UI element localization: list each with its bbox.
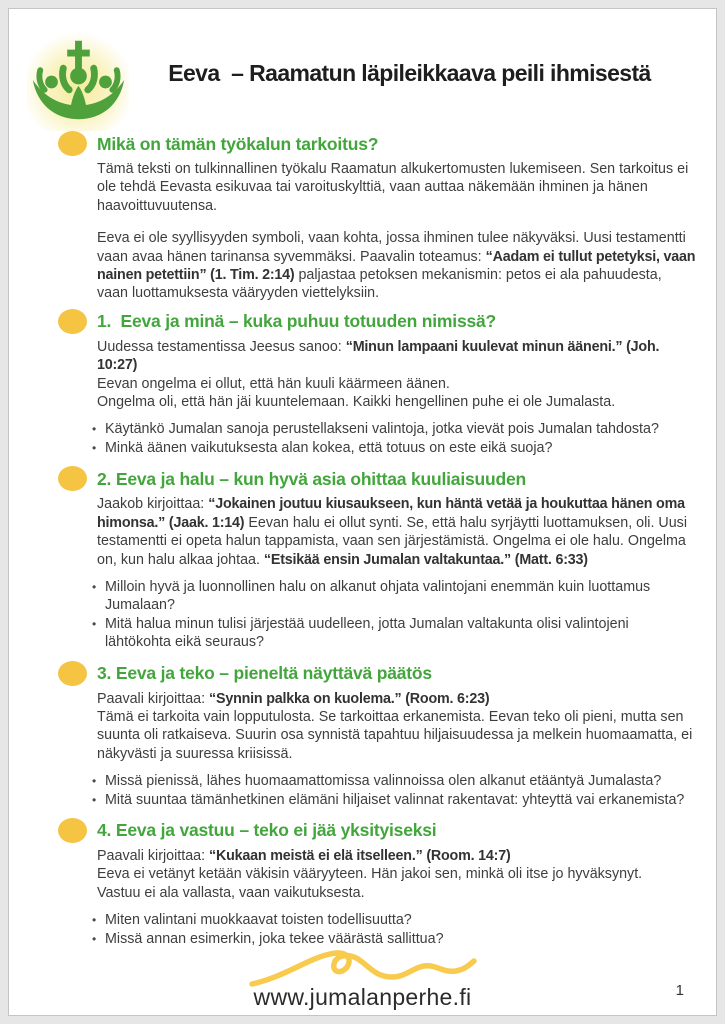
scripture-quote: “Kukaan meistä ei elä itselleen.” (Room. 14:7) — [209, 847, 511, 864]
question-item: • Käytänkö Jumalan sanoja perustellakseni valintoja, jotka vievät pois Jumalan tahdosta? — [92, 420, 687, 438]
reflection-questions — [92, 911, 687, 948]
paragraph — [97, 495, 696, 569]
section-heading-row — [58, 309, 696, 334]
question-item: • Mitä halua minun tulisi järjestää uudelleen, jotta Jumalan valtakunta olisi valintojeni lähtökohta eikä seuraus? — [92, 615, 687, 652]
scripture-quote: “Aadam ei tullut petetyksi, vaan nainen petettiin” (1. Tim. 2:14) — [97, 248, 696, 284]
page-title: Eeva – Raamatun läpileikkaava peili ihmisestä — [168, 60, 651, 86]
body-text: paljastaa petoksen mekanismin: petos ei ala pahuudesta, vaan luottamuksesta vääryyden viettelyksiin. — [97, 267, 662, 302]
page-number: 1 — [675, 982, 684, 999]
paragraph — [97, 690, 696, 764]
document-page — [8, 8, 717, 1016]
sections-container — [9, 131, 716, 948]
scripture-quote: “Minun lampaani kuulevat minun ääneni.” (Joh. 10:27) — [97, 338, 660, 374]
body-text: Eeva ei ole syyllisyyden symboli, vaan kohta, jossa ihminen tulee näkyväksi. Uusi testamentti vaan avaa hänen tarinansa syvemmäksi. Paavalin toteamus: — [97, 230, 686, 265]
scripture-quote: “Etsikää ensin Jumalan valtakuntaa.” (Matt. 6:33) — [263, 551, 588, 568]
body-text: Eeva ei vetänyt ketään väkisin vääryyteen. Hän jakoi sen, minkä oli itse jo hyväksynyt. — [97, 866, 643, 883]
yellow-circle-icon — [58, 661, 87, 686]
paragraph — [97, 338, 696, 412]
body-text: Ongelma oli, että hän jäi kuuntelemaan. Kaikki hengellinen puhe ei ole Jumalasta. — [97, 394, 616, 411]
section-heading-row — [58, 818, 696, 843]
header — [9, 9, 716, 87]
body-text: Eevan halu ei ollut synti. Se, että halu syrjäytti luottamuksen, oli. Uusi testamentti ei opeta halun tappamista, vaan sen järjestämistä. Ongelma ei ole halu. Ongelma on, kun halu alkaa johtaa. — [97, 514, 688, 568]
scripture-quote: “Jokainen joutuu kiusaukseen, kun häntä vetää ja houkuttaa hänen oma himonsa.” (Jaak. 1:14) — [97, 496, 685, 531]
scripture-quote: “Synnin palkka on kuolema.” (Room. 6:23) — [209, 690, 490, 707]
section-heading-row — [58, 131, 696, 156]
section-title: 4. Eeva ja vastuu – teko ei jää yksityiseksi — [97, 820, 437, 841]
yellow-circle-icon — [58, 309, 87, 334]
section-heading-row — [58, 661, 696, 686]
footer — [9, 946, 716, 1011]
question-item: • Missä pienissä, lähes huomaamattomissa valinnoissa olen alkanut etääntyä Jumalasta? — [92, 772, 687, 790]
question-item: • Milloin hyvä ja luonnollinen halu on alkanut ohjata valintojani enemmän kuin luottamus Jumalaan? — [92, 578, 687, 615]
reflection-questions — [92, 420, 687, 457]
yellow-circle-icon — [58, 818, 87, 843]
question-item: • Minkä äänen vaikutuksesta alan kokea, että totuus on este eikä suoja? — [92, 439, 687, 457]
section-title: 1. Eeva ja minä – kuka puhuu totuuden nimissä? — [97, 311, 497, 332]
reflection-questions — [92, 772, 687, 809]
section-3 — [58, 661, 696, 809]
family-under-cross-logo — [27, 29, 129, 131]
section-title: 3. Eeva ja teko – pieneltä näyttävä päätös — [97, 663, 432, 684]
body-text: Paavali kirjoittaa: — [97, 847, 210, 864]
question-item: • Mitä suuntaa tämänhetkinen elämäni hiljaiset valinnat rakentavat: yhteyttä vai erkanemista? — [92, 791, 687, 809]
section-2 — [58, 466, 696, 651]
yellow-circle-icon — [58, 131, 87, 156]
section-title: 2. Eeva ja halu – kun hyvä asia ohittaa kuuliaisuuden — [97, 468, 527, 489]
paragraph — [97, 229, 696, 303]
reflection-questions — [92, 578, 687, 652]
yellow-circle-icon — [58, 466, 87, 491]
body-text: Eevan ongelma ei ollut, että hän kuuli käärmeen äänen. — [97, 375, 450, 392]
section-1 — [58, 309, 696, 457]
body-text: Tämä teksti on tulkinnallinen työkalu Raamatun alkukertomusten lukemiseen. Sen tarkoitus ei ole tehdä Eevasta esikuvaa tai varoituskylttiä, vaan auttaa näkemään ihminen ja hänen haavoittuvuutensa. — [97, 161, 689, 214]
body-text: Paavali kirjoittaa: — [97, 690, 210, 707]
section-heading-row — [58, 466, 696, 491]
body-text: Uudessa testamentissa Jeesus sanoo: — [97, 338, 346, 355]
paragraph — [97, 847, 696, 902]
question-item: • Missä annan esimerkin, joka tekee väärästä sallittua? — [92, 930, 687, 948]
website-link[interactable]: www.jumalanperhe.fi — [253, 984, 472, 1010]
paragraph — [97, 160, 696, 215]
question-item: • Miten valintani muokkaavat toisten todellisuutta? — [92, 911, 687, 929]
body-text: Tämä ei tarkoita vain lopputulosta. Se tarkoittaa erkanemista. Eevan teko oli pieni, mutta sen suunta oli ratkaiseva. Suurin osa synnistä tapahtuu hiljaisuudessa ja melkein huomaamatta, ei näkyvästi ja suuressa kriisissä. — [97, 708, 693, 762]
section-title: Mikä on tämän työkalun tarkoitus? — [97, 133, 379, 154]
logo-icon — [27, 29, 129, 131]
body-text: Jaakob kirjoittaa: — [97, 496, 209, 513]
section-0 — [58, 131, 696, 303]
body-text: Vastuu ei ala vallasta, vaan vaikutuksesta. — [97, 884, 365, 901]
section-4 — [58, 818, 696, 948]
